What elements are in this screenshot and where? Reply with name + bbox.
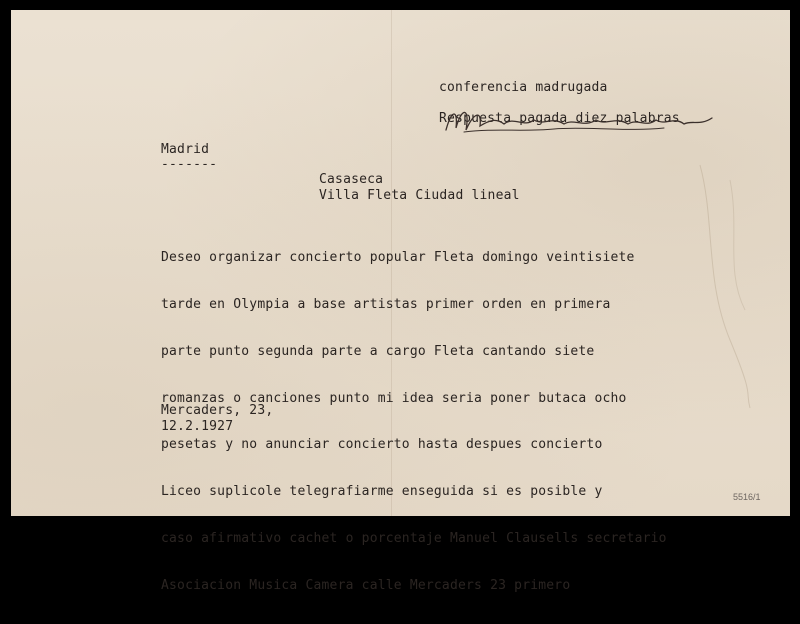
body-line: tarde en Olympia a base artistas primer orden en primera: [161, 296, 611, 312]
header-line-reply-paid: Respuesta pagada diez palabras: [439, 111, 680, 126]
body-line: pesetas y no anunciar concierto hasta despues concierto: [161, 437, 603, 453]
message-body: [161, 219, 667, 624]
archive-catalog-number: 5516/1: [733, 492, 761, 502]
body-line: parte punto segunda parte a cargo Fleta cantando siete: [161, 343, 595, 359]
paper-crease-marks: [690, 160, 760, 410]
addressee-name: Casaseca: [319, 172, 384, 187]
body-line: caso afirmativo cachet o porcentaje Manuel Clausells secretario: [161, 530, 667, 546]
body-line: Asociacion Musica Camera calle Mercaders 23 primero: [161, 577, 571, 593]
header-line-conference: conferencia madrugada: [439, 80, 608, 95]
body-line: Liceo suplicole telegrafiarme enseguida si es posible y: [161, 484, 603, 500]
city-underline: -------: [161, 157, 218, 172]
body-line: romanzas o canciones punto mi idea seria poner butaca ocho: [161, 390, 627, 406]
letter-date: 12.2.1927: [161, 419, 234, 434]
city-name: Madrid: [161, 142, 210, 157]
handwritten-strikeout-scribble: [434, 102, 724, 138]
addressee-address: Villa Fleta Ciudad lineal: [319, 188, 520, 203]
telegram-draft-page: [11, 10, 790, 593]
sender-address: Mercaders, 23,: [161, 403, 274, 418]
body-line: Deseo organizar concierto popular Fleta domingo veintisiete: [161, 250, 635, 266]
